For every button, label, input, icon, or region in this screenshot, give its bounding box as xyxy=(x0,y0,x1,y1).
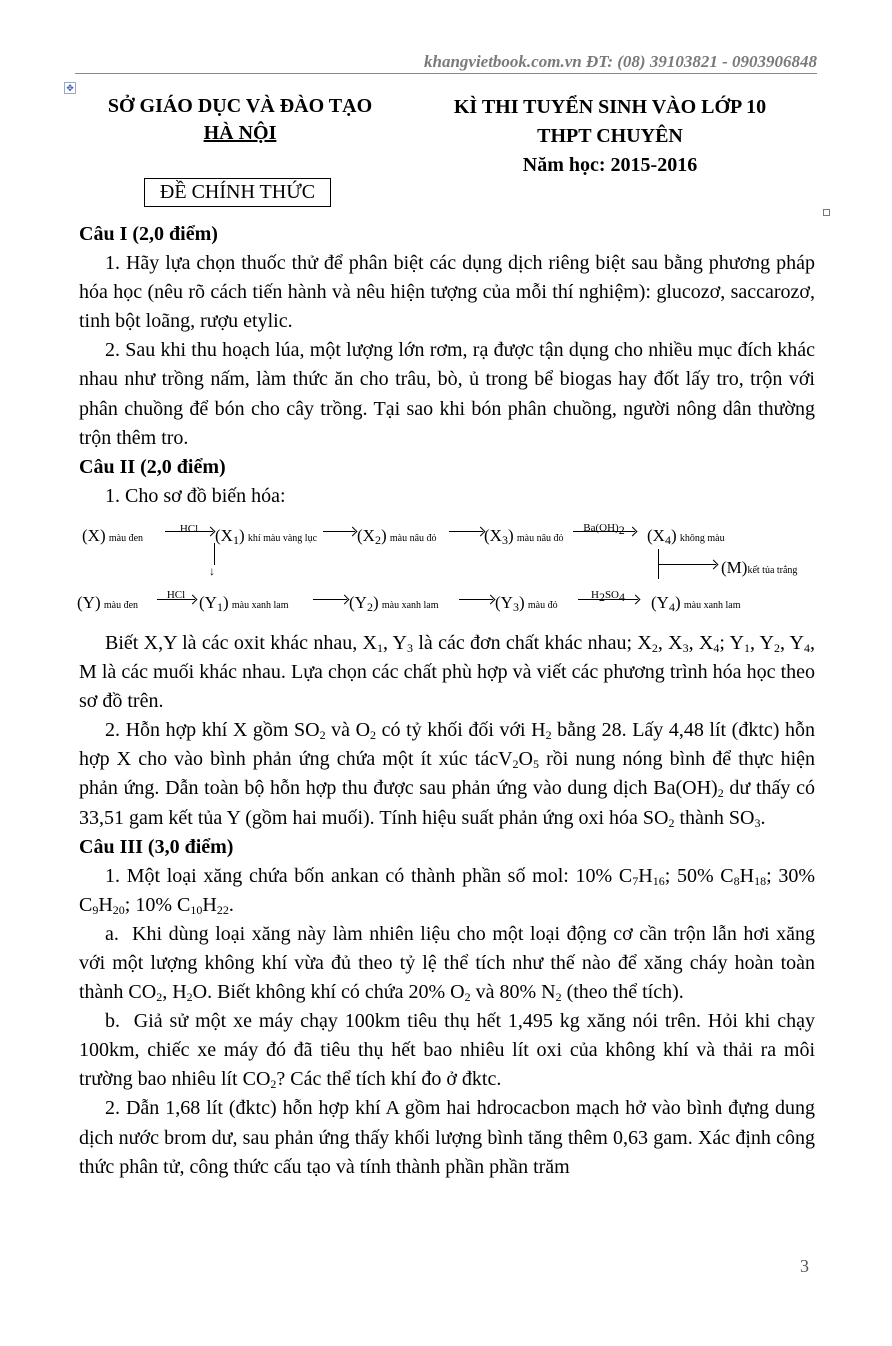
node-x1: $(X_1)$ khí màu vàng lục xyxy=(215,525,318,547)
node-y4: $(Y_4)$ màu xanh lam xyxy=(651,592,741,614)
page-number: 3 xyxy=(800,1256,809,1276)
arrow-to-m xyxy=(658,564,716,565)
arrow-y1-y2 xyxy=(313,599,347,600)
issuer-block xyxy=(80,93,400,147)
node-y2: $(Y_2)$ màu xanh lam xyxy=(349,592,439,614)
question-1-part-2: 2. Sau khi thu hoạch lúa, một lượng lớn rơm, rạ được tận dụng cho nhiều mục đích khác nhau như trồng nấm, làm thức ăn cho trâu, bò, ủ trong bể biogas hay đốt lấy tro, trộn với phân chuồng để bón cho cây trồng. Tại sao khi bón phân chuồng, người nông dân thường trộn thêm tro. xyxy=(79,339,815,449)
question-3-part-1a: a. Khi dùng loại xăng này làm nhiên liệu cho một loại động cơ cần trộn lẫn hơi xăng với một lượng không khí vừa đủ theo tỷ lệ thể tích như thế nào để xăng cháy hoàn toàn thành $CO_2$, $H_2O$. Biết không khí có chứa 20% $O_2$ và 80% $N_2$ (theo thể tích). xyxy=(79,922,815,1005)
question-3-part-1: 1. Một loại xăng chứa bốn ankan có thành phần số mol: 10% $C_7H_{16}$; 50% $C_8H_{18}$; 30% $C_9H_{20}$; 10% $C_{10}H_{22}$. xyxy=(79,864,816,917)
node-y: (Y) màu đen xyxy=(77,592,139,612)
reagent-x-x1: HCl xyxy=(179,522,199,535)
exam-title: KÌ THI TUYỂN SINH VÀO LỚP 10 xyxy=(453,96,767,118)
exam-body xyxy=(79,220,815,1182)
node-y3: $(Y_3)$ màu đỏ xyxy=(495,592,558,614)
header-rule xyxy=(75,73,817,74)
reaction-scheme-diagram xyxy=(79,511,815,629)
arrow-x-x1 xyxy=(165,531,213,532)
issuer-name: SỞ GIÁO DỤC VÀ ĐÀO TẠO xyxy=(107,95,373,117)
official-exam-badge: ĐỀ CHÍNH THỨC xyxy=(144,178,331,207)
issuer-city: HÀ NỘI xyxy=(203,122,277,144)
question-2-heading: Câu II (2,0 điểm) xyxy=(79,455,226,478)
node-x3: $(X_3)$ màu nâu đỏ xyxy=(484,525,564,547)
arrow-head-down-icon: ↓ xyxy=(209,563,215,578)
node-x: (X) màu đen xyxy=(82,525,144,545)
arrow-y2-y3 xyxy=(459,599,493,600)
arrow-x1-x2 xyxy=(323,531,355,532)
arrow-y3-y4 xyxy=(578,599,638,600)
question-1-part-1: 1. Hãy lựa chọn thuốc thử để phân biệt các dụng dịch riêng biệt sau bằng phương pháp hóa học (nêu rõ cách tiến hành và nêu hiện tượng của mỗi thí nghiệm): glucozơ, saccarozơ, tinh bột loãng, rượu etylic. xyxy=(79,252,815,333)
reagent-y-y1: HCl xyxy=(166,588,186,601)
table-move-handle-icon[interactable]: ✥ xyxy=(64,82,76,94)
arrow-x3-x4 xyxy=(573,531,635,532)
question-1-heading: Câu I (2,0 điểm) xyxy=(79,223,218,245)
node-m: (M)kết tủa trắng xyxy=(721,557,798,577)
publisher-header: khangvietbook.com.vn ĐT: (08) 39103821 - 0903906848 xyxy=(423,52,817,71)
reagent-x3-x4: $Ba(OH)_2$ xyxy=(583,521,625,537)
node-y1: $(Y_1)$ màu xanh lam xyxy=(199,592,289,614)
question-2-part-1-note: Biết X,Y là các oxit khác nhau, $X_1$, $Y_3$ là các đơn chất khác nhau; $X_2$, $X_3$, $X_4$; $Y_1$, $Y_2$, $Y_4$, M là các muối khác nhau. Lựa chọn các chất phù hợp và viết các phương trình hóa học theo sơ đồ trên. xyxy=(79,631,815,713)
arrow-y-y1 xyxy=(157,599,195,600)
question-3-heading: Câu III (3,0 điểm) xyxy=(79,835,234,858)
school-year: Năm học: 2015-2016 xyxy=(522,154,698,176)
question-2-part-1-intro: 1. Cho sơ đồ biến hóa: xyxy=(105,484,286,507)
exam-school: THPT CHUYÊN xyxy=(537,125,683,147)
reagent-y3-y4: $H_2SO_4$ xyxy=(590,588,625,604)
resize-corner-icon xyxy=(823,209,830,216)
question-3-part-1b: b. Giả sử một xe máy chạy 100km tiêu thụ hết 1,495 kg xăng nói trên. Hỏi khi chạy 100km, chiếc xe máy đó đã tiêu thụ hết bao nhiêu lít oxi của không khí và thải ra môi trường bao nhiêu lít $CO_2$? Các thể tích khí đo ở đktc. xyxy=(79,1010,815,1092)
question-2-part-2: 2. Hỗn hợp khí X gồm $SO_2$ và $O_2$ có tỷ khối đối với $H_2$ bằng 28. Lấy 4,48 lít (đktc) hỗn hợp X cho vào bình phản ứng chứa một ít xúc $tácV_2O_5$ rồi nung nóng bình để thực hiện phản ứng. Dẫn toàn bộ hỗn hợp thu được sau phản ứng vào dung dịch $Ba(OH)_2$ dư thấy có 33,51 gam kết tủa Y (gồm hai muối). Tính hiệu suất phản ứng oxi hóa $SO_2$ thành $SO_3$. xyxy=(79,719,815,830)
exam-title-block xyxy=(420,93,800,180)
arrow-x2-x3 xyxy=(449,531,483,532)
node-x4: $(X_4)$ không màu xyxy=(647,525,725,547)
node-x2: $(X_2)$ màu nâu đỏ xyxy=(357,525,437,547)
question-3-part-2: 2. Dẫn 1,68 lít (đktc) hỗn hợp khí A gồm hai hdrocacbon mạch hở vào bình đựng dung dịch nước brom dư, sau phản ứng thấy khối lượng bình tăng thêm 0,63 gam. Xác định công thức phân tử, công thức cấu tạo và tính thành phần phần trăm xyxy=(79,1097,815,1178)
